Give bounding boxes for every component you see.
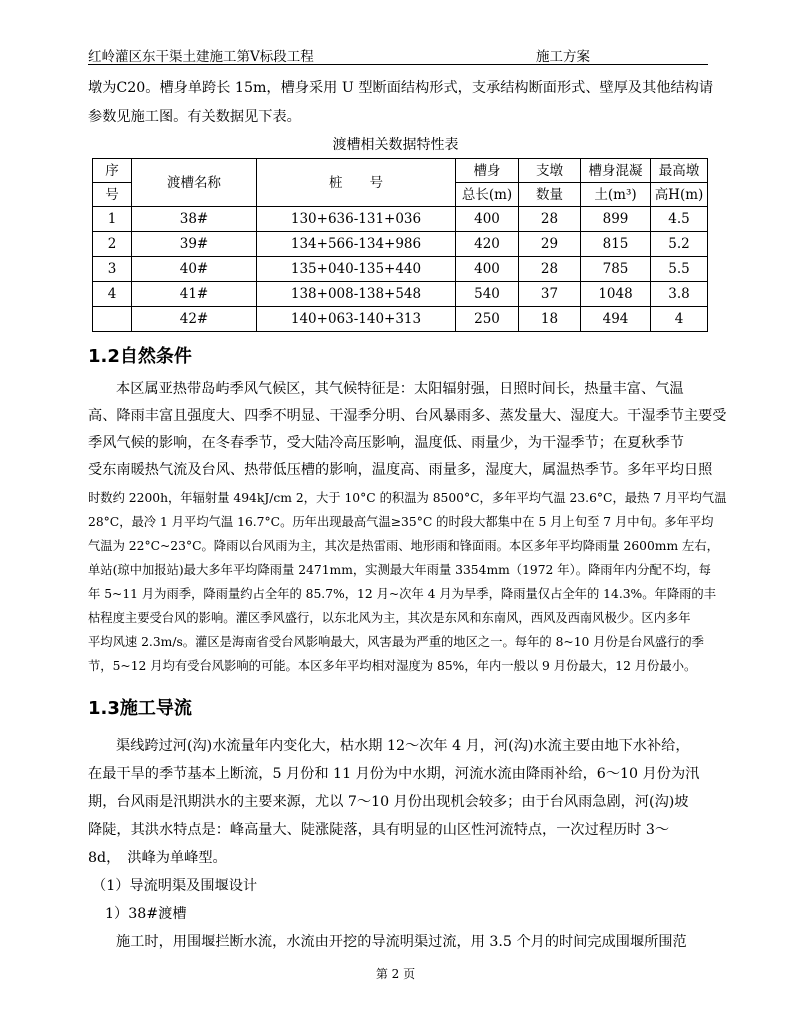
header-length: 槽身 bbox=[456, 159, 519, 183]
header-concrete-2: 土(m³) bbox=[581, 183, 651, 207]
page-header bbox=[88, 42, 708, 65]
header-height: 最高墩 bbox=[651, 159, 708, 183]
section-1-3-item: 1）38#渡槽 bbox=[105, 906, 187, 922]
section-1-2-detail-line: 平均风速 2.3m/s。灌区是海南省受台风影响最大，风害最为严重的地区之一。每年的 8~10 月份是台风盛行的季 bbox=[88, 635, 704, 649]
section-1-2-detail-line: 时数约 2200h，年辐射量 494kJ/cm 2，大于 10°C 的积温为 8500°C，多年平均气温 23.6°C，最热 7 月平均气温 bbox=[88, 491, 727, 505]
header-project-title: 红岭灌区东干渠土建施工第Ⅴ标段工程 bbox=[88, 49, 314, 65]
table-row bbox=[93, 307, 708, 332]
aqueduct-data-table bbox=[92, 158, 708, 332]
cell-name: 41# bbox=[132, 282, 257, 307]
header-piers: 支墩 bbox=[519, 159, 581, 183]
table-header-row-1 bbox=[93, 159, 708, 183]
section-1-2-line: 受东南暖热气流及台风、热带低压槽的影响，温度高、雨量多，湿度大，属温热季节。多年平均日照 bbox=[88, 462, 713, 478]
section-1-3-subheading: （1）导流明渠及围堰设计 bbox=[92, 878, 258, 894]
cell-height: 3.8 bbox=[651, 282, 708, 307]
cell-height: 4 bbox=[651, 307, 708, 332]
section-1-2-line: 高、降雨丰富且强度大、四季不明显、干湿季分明、台风暴雨多、蒸发量大、湿度大。干湿季节主要受 bbox=[88, 408, 727, 424]
cell-height: 5.5 bbox=[651, 257, 708, 282]
header-height-2: 高H(m) bbox=[651, 183, 708, 207]
cell-length: 540 bbox=[456, 282, 519, 307]
intro-line-2: 参数见施工图。有关数据见下表。 bbox=[88, 109, 301, 125]
section-1-3-line: 施工时，用围堰拦断水流，水流由开挖的导流明渠过流，用 3.5 个月的时间完成围堰所围范 bbox=[116, 934, 687, 950]
cell-length: 400 bbox=[456, 257, 519, 282]
cell-concrete: 815 bbox=[581, 232, 651, 257]
header-seq: 序 bbox=[93, 159, 132, 183]
header-section-title: 施工方案 bbox=[536, 49, 590, 65]
page-number: 第 2 页 bbox=[375, 967, 416, 981]
cell-seq: 1 bbox=[93, 207, 132, 232]
section-1-2-detail-line: 年 5~11 月为雨季，降雨量约占全年的 85.7%，12 月~次年 4 月为旱季，降雨量仅占全年的 14.3%。年降雨的丰 bbox=[88, 587, 717, 601]
cell-piers: 18 bbox=[519, 307, 581, 332]
header-concrete: 槽身混凝 bbox=[581, 159, 651, 183]
section-1-3-line: 降陡，其洪水特点是：峰高量大、陡涨陡落，具有明显的山区性河流特点，一次过程历时 3～ bbox=[88, 822, 670, 838]
intro-line-1: 墩为C20。槽身单跨长 15m，槽身采用 U 型断面结构形式，支承结构断面形式、壁厚及其他结构请 bbox=[88, 80, 714, 96]
table-title: 渡槽相关数据特性表 bbox=[332, 137, 459, 153]
section-1-3-heading: 1.3施工导流 bbox=[88, 698, 192, 719]
cell-station: 134+566-134+986 bbox=[257, 232, 456, 257]
cell-seq bbox=[93, 307, 132, 332]
header-station: 桩 号 bbox=[257, 159, 456, 207]
header-seq-2: 号 bbox=[93, 183, 132, 207]
cell-piers: 28 bbox=[519, 257, 581, 282]
section-1-2-line: 季风气候的影响，在冬春季节，受大陆冷高压影响，温度低、雨量少，为干湿季节；在夏秋季节 bbox=[88, 435, 684, 451]
section-1-2-line: 本区属亚热带岛屿季风气候区，其气候特征是：太阳辐射强，日照时间长，热量丰富、气温 bbox=[116, 381, 684, 397]
table-row bbox=[93, 257, 708, 282]
cell-height: 5.2 bbox=[651, 232, 708, 257]
header-name: 渡槽名称 bbox=[132, 159, 257, 207]
section-1-2-detail-line: 28°C，最冷 1 月平均气温 16.7°C。历年出现最高气温≥35°C 的时段大都集中在 5 月上旬至 7 月中旬。多年平均 bbox=[88, 515, 714, 529]
cell-seq: 4 bbox=[93, 282, 132, 307]
table-row bbox=[93, 207, 708, 232]
cell-length: 250 bbox=[456, 307, 519, 332]
header-piers-2: 数量 bbox=[519, 183, 581, 207]
cell-concrete: 785 bbox=[581, 257, 651, 282]
header-length-2: 总长(m) bbox=[456, 183, 519, 207]
cell-concrete: 494 bbox=[581, 307, 651, 332]
cell-concrete: 1048 bbox=[581, 282, 651, 307]
table-row bbox=[93, 232, 708, 257]
cell-length: 400 bbox=[456, 207, 519, 232]
cell-station: 140+063-140+313 bbox=[257, 307, 456, 332]
section-1-3-line: 在最干旱的季节基本上断流，5 月份和 11 月份为中水期，河流水流由降雨补给，6～10 月份为汛 bbox=[88, 766, 700, 782]
section-1-2-heading: 1.2自然条件 bbox=[88, 346, 192, 367]
section-1-3-line: 期，台风雨是汛期洪水的主要来源，尤以 7～10 月份出现机会较多；由于台风雨急剧，河(沟)坡 bbox=[88, 794, 689, 810]
cell-station: 135+040-135+440 bbox=[257, 257, 456, 282]
cell-name: 42# bbox=[132, 307, 257, 332]
table-row bbox=[93, 282, 708, 307]
cell-name: 38# bbox=[132, 207, 257, 232]
cell-height: 4.5 bbox=[651, 207, 708, 232]
cell-station: 130+636-131+036 bbox=[257, 207, 456, 232]
cell-name: 39# bbox=[132, 232, 257, 257]
cell-name: 40# bbox=[132, 257, 257, 282]
cell-seq: 2 bbox=[93, 232, 132, 257]
cell-station: 138+008-138+548 bbox=[257, 282, 456, 307]
cell-concrete: 899 bbox=[581, 207, 651, 232]
section-1-2-detail-line: 节，5~12 月均有受台风影响的可能。本区多年平均相对湿度为 85%，年内一般以 9 月份最大，12 月份最小。 bbox=[88, 659, 697, 673]
cell-piers: 29 bbox=[519, 232, 581, 257]
section-1-3-line: 渠线跨过河(沟)水流量年内变化大，枯水期 12～次年 4 月，河(沟)水流主要由地下水补给， bbox=[116, 738, 690, 754]
section-1-3-line: 8d， 洪峰为单峰型。 bbox=[88, 850, 227, 866]
cell-length: 420 bbox=[456, 232, 519, 257]
cell-piers: 28 bbox=[519, 207, 581, 232]
cell-seq: 3 bbox=[93, 257, 132, 282]
section-1-2-detail-line: 气温为 22°C~23°C。降雨以台风雨为主，其次是热雷雨、地形雨和锋面雨。本区多年平均降雨量 2600mm 左右， bbox=[88, 539, 719, 553]
section-1-2-detail-line: 枯程度主要受台风的影响。灌区季风盛行，以东北风为主，其次是东风和东南风，西风及西南风极少。区内多年 bbox=[88, 611, 691, 625]
section-1-2-detail-line: 单站(琼中加报站)最大多年平均降雨量 2471mm，实测最大年雨量 3354mm（1972 年）。降雨年内分配不均，每 bbox=[88, 563, 711, 577]
cell-piers: 37 bbox=[519, 282, 581, 307]
